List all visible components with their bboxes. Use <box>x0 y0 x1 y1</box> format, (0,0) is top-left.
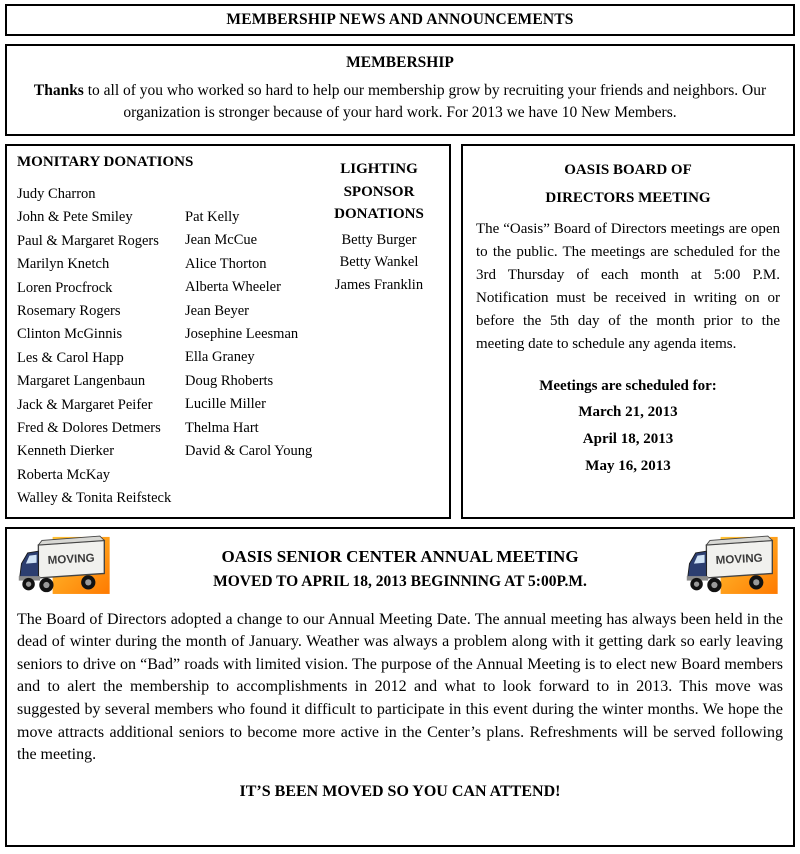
annual-meeting-header <box>17 533 783 605</box>
donor-name: Alberta Wheeler <box>185 279 281 296</box>
donor-name: Lucille Miller <box>185 396 266 413</box>
meeting-dates-list <box>476 399 780 480</box>
donor-name: Ella Graney <box>185 349 255 366</box>
annual-meeting-closing: IT’S BEEN MOVED SO YOU CAN ATTEND! <box>239 782 561 800</box>
donor-name: Judy Charron <box>17 186 96 202</box>
donor-name: Betty Burger <box>341 231 417 248</box>
lighting-title-line: SPONSOR <box>343 183 415 200</box>
monetary-donations-title: MONITARY DONATIONS <box>17 154 194 170</box>
donations-columns <box>17 154 441 511</box>
membership-body-text: to all of you who worked so hard to help our membership grow by recruiting your friends and neighbors. Our organization is stronger because of your hard work. For 2013 we have 10 New Members. <box>83 82 767 121</box>
annual-meeting-paragraph: The Board of Directors adopted a change to our Annual Meeting Date. The annual meeting has always been held in the dead of winter during the month of January. Weather was always a problem along with it getting dark so early leaving seniors to drive on “Bad” roads with limited vision. The purpose of the Annual Meeting is to elect new Board members and to alert the membership to accomplishments in 2012 and what to look forward to in 2013. This move was suggested by several members who found it difficult to participate in this event during the winter months. We hope the move attracts additional seniors to become more active in the Center’s plans. Refreshments will be served following the meeting. <box>17 610 783 764</box>
donor-name: Walley & Tonita Reifsteck <box>17 490 172 507</box>
lighting-sponsor-title <box>317 158 441 226</box>
truck-moving-label: MOVING <box>715 552 763 567</box>
truck-moving-label: MOVING <box>47 552 95 567</box>
monetary-donations-section <box>5 144 451 519</box>
lighting-sponsor-section <box>317 154 441 511</box>
meeting-date: April 18, 2013 <box>582 431 674 447</box>
donor-name: Margaret Langenbaun <box>17 373 146 390</box>
donor-name: Jack & Margaret Peifer <box>17 396 153 413</box>
donor-name: Alice Thorton <box>185 255 267 272</box>
donor-name: Betty Wankel <box>339 254 419 270</box>
donations-column-1 <box>17 154 194 511</box>
donor-name: Clinton McGinnis <box>17 326 123 343</box>
donor-list-1 <box>17 183 185 511</box>
board-meeting-paragraph: The “Oasis” Board of Directors meetings are open to the public. The meetings are scheduled for the 3rd Thursday of each month at 5:00 P.M. Notification must be received in writing on or before the 5th day of the month prior to the meeting date to schedule any agenda items. <box>476 221 780 352</box>
board-title-line: DIRECTORS MEETING <box>545 190 711 206</box>
middle-row <box>5 144 795 519</box>
donor-list-2 <box>185 206 317 463</box>
donor-name: Thelma Hart <box>185 419 259 436</box>
membership-title: MEMBERSHIP <box>346 54 454 71</box>
donor-name: Fred & Dolores Detmers <box>17 420 161 437</box>
donor-name: Rosemary Rogers <box>17 303 121 320</box>
membership-lead-word: Thanks <box>33 82 84 99</box>
board-title-line: OASIS BOARD OF <box>564 162 692 178</box>
board-meeting-title <box>476 156 780 212</box>
donor-name: Doug Rhoberts <box>185 372 274 389</box>
donations-column-2 <box>185 154 317 511</box>
donor-name: Marilyn Knetch <box>17 256 110 273</box>
lighting-title-line: DONATIONS <box>334 206 424 222</box>
annual-meeting-titles <box>115 544 685 594</box>
moving-truck-image <box>685 533 783 605</box>
lighting-title-line: LIGHTING <box>340 161 418 177</box>
donor-name: Paul & Margaret Rogers <box>17 232 159 249</box>
membership-section <box>5 44 795 136</box>
board-meeting-section <box>461 144 795 519</box>
donor-name: James Franklin <box>334 276 424 293</box>
donor-name: Jean McCue <box>185 232 258 249</box>
schedule-label: Meetings are scheduled for: <box>539 378 717 394</box>
membership-paragraph <box>17 80 783 124</box>
donor-name: Les & Carol Happ <box>17 349 124 366</box>
donor-name: Josephine Leesman <box>185 326 299 343</box>
annual-meeting-subtitle: MOVED TO APRIL 18, 2013 BEGINNING AT 5:00P.M. <box>213 572 587 590</box>
donor-name: John & Pete Smiley <box>17 209 133 226</box>
donor-name: David & Carol Young <box>185 443 313 460</box>
lighting-donor-list <box>317 229 441 297</box>
meeting-date: May 16, 2013 <box>585 458 671 474</box>
moving-truck-image <box>17 533 115 605</box>
meeting-date: March 21, 2013 <box>578 404 678 420</box>
donor-name: Pat Kelly <box>185 209 240 225</box>
page-title: MEMBERSHIP NEWS AND ANNOUNCEMENTS <box>226 11 574 28</box>
annual-meeting-title: OASIS SENIOR CENTER ANNUAL MEETING <box>221 546 579 566</box>
donor-name: Kenneth Dierker <box>17 443 115 460</box>
donor-name: Roberta McKay <box>17 466 111 483</box>
donor-name: Loren Procfrock <box>17 279 113 296</box>
page-header <box>5 4 795 36</box>
donor-name: Jean Beyer <box>185 302 250 319</box>
annual-meeting-section <box>5 527 795 847</box>
